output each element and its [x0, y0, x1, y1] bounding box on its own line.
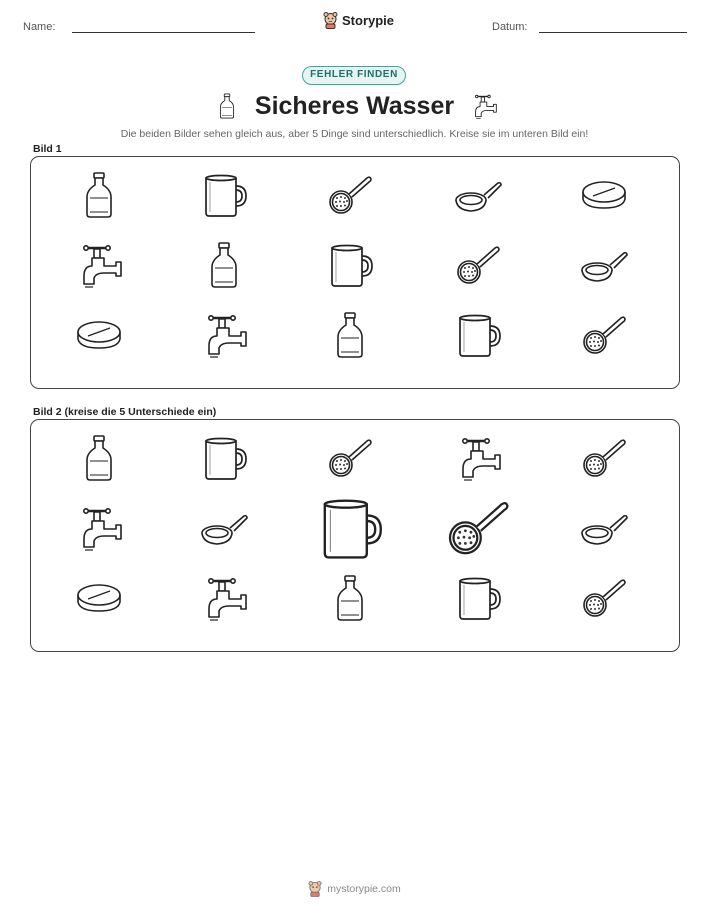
strainer-icon[interactable]	[443, 493, 513, 563]
tablet-icon[interactable]	[74, 573, 124, 623]
pan-icon[interactable]	[199, 503, 249, 553]
mug-icon	[453, 310, 503, 360]
picture2-panel[interactable]	[30, 419, 680, 652]
faucet-icon	[199, 310, 249, 360]
mug-icon	[325, 240, 375, 290]
pan-icon	[453, 170, 503, 220]
faucet-icon	[74, 240, 124, 290]
brand-name: Storypie	[342, 13, 395, 28]
bottle-icon	[74, 170, 124, 220]
bottle-icon	[325, 310, 375, 360]
strainer-icon[interactable]	[579, 573, 629, 623]
name-line[interactable]	[72, 32, 255, 33]
strainer-icon[interactable]	[579, 433, 629, 483]
date-label: Datum:	[492, 21, 528, 33]
tablet-icon	[74, 310, 124, 360]
bottle-icon[interactable]	[325, 573, 375, 623]
pan-icon[interactable]	[579, 503, 629, 553]
mug-icon[interactable]	[315, 493, 385, 563]
worksheet-type-badge: FEHLER FINDEN	[302, 66, 406, 85]
mug-icon[interactable]	[453, 573, 503, 623]
name-label: Name:	[23, 21, 56, 33]
storypie-mascot-icon	[308, 881, 322, 897]
bottle-icon	[199, 240, 249, 290]
faucet-icon[interactable]	[199, 573, 249, 623]
storypie-mascot-icon	[323, 12, 338, 29]
faucet-icon[interactable]	[74, 503, 124, 553]
bottle-icon[interactable]	[74, 433, 124, 483]
footer	[0, 881, 709, 897]
tablet-icon	[579, 170, 629, 220]
footer-website: mystorypie.com	[327, 883, 401, 895]
title-faucet-icon	[470, 92, 498, 125]
page-title: Sicheres Wasser	[254, 92, 455, 120]
instructions: Die beiden Bilder sehen gleich aus, aber 5 Dinge sind unterschiedlich. Kreise sie im unteren Bild ein!	[120, 128, 589, 140]
mug-icon	[199, 170, 249, 220]
faucet-icon[interactable]	[453, 433, 503, 483]
picture1-label: Bild 1	[33, 143, 62, 155]
picture1-panel	[30, 156, 680, 389]
brand-logo	[323, 12, 394, 29]
strainer-icon	[325, 170, 375, 220]
picture2-label: Bild 2 (kreise die 5 Unterschiede ein)	[33, 406, 217, 418]
pan-icon	[579, 240, 629, 290]
strainer-icon	[453, 240, 503, 290]
strainer-icon	[579, 310, 629, 360]
mug-icon[interactable]	[199, 433, 249, 483]
strainer-icon[interactable]	[325, 433, 375, 483]
date-line[interactable]	[539, 32, 687, 33]
